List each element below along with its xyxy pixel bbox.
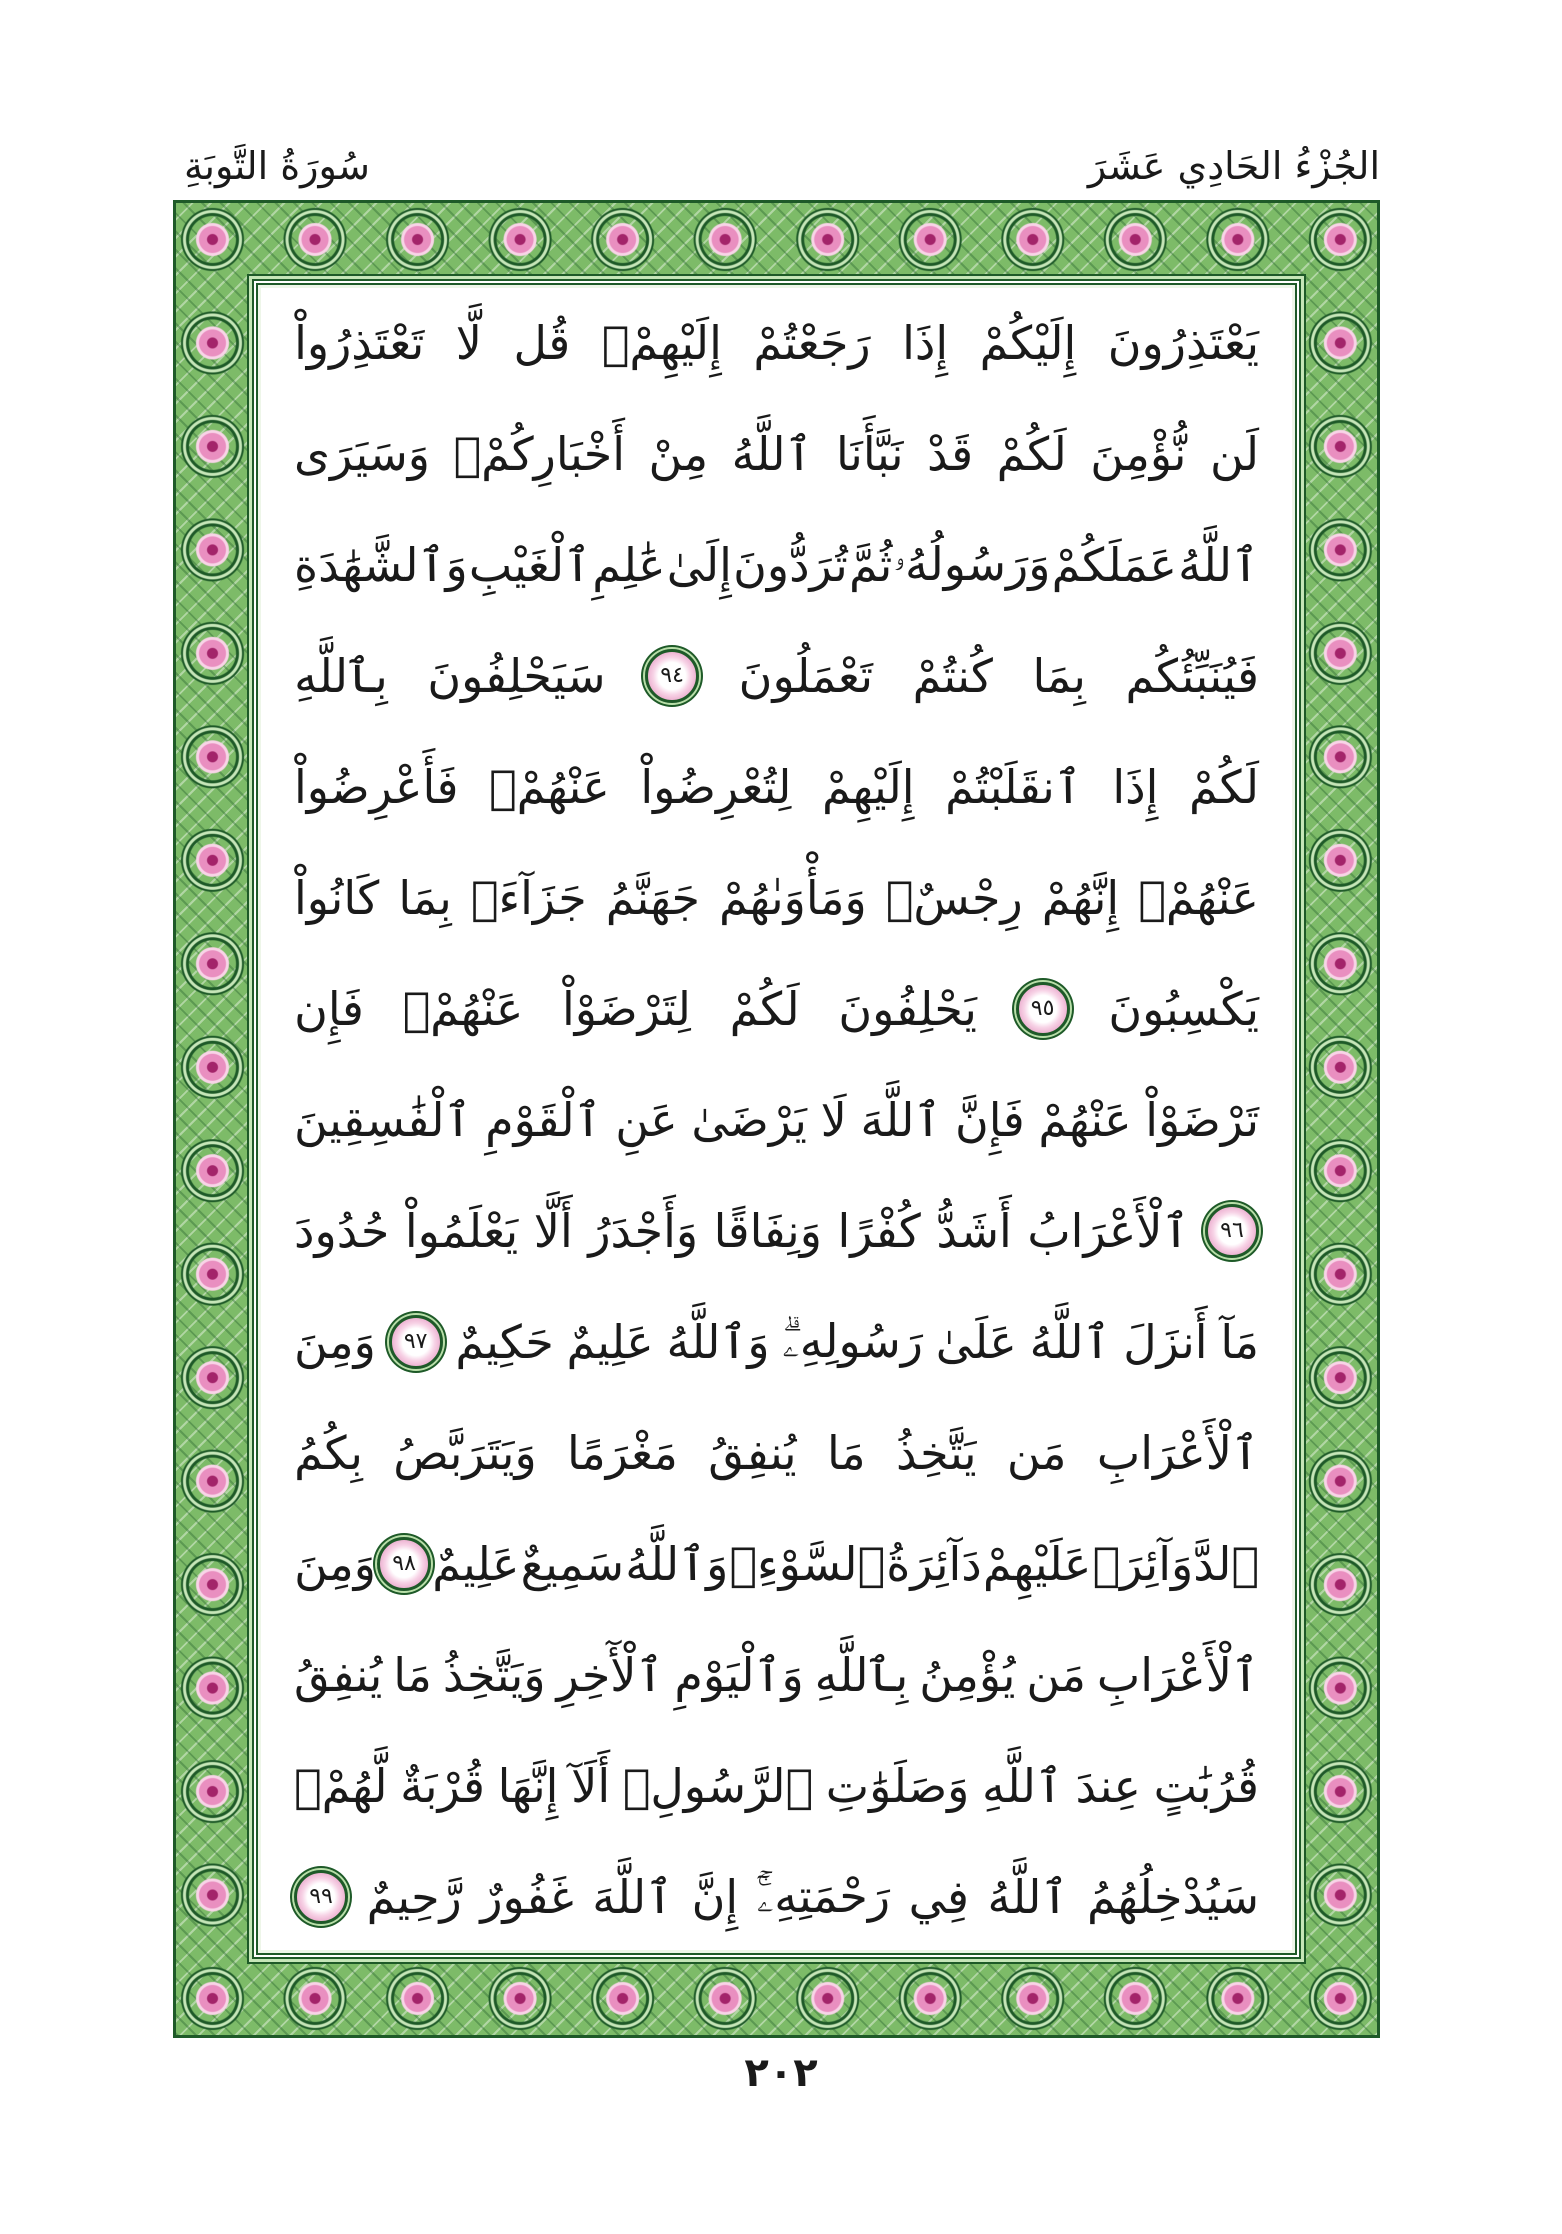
quran-word: عَنْهُمْۖ [402,981,524,1036]
quran-word: بِٱللَّهِ [294,648,388,703]
quran-word: قُل [513,315,571,370]
quran-word: عِندَ [1075,1758,1141,1813]
page-number: ٢٠٢ [744,2050,818,2096]
quran-line-11 [294,1397,1259,1508]
quran-word: فِي [908,1869,969,1924]
quran-word: إِلَيْهِمْ [822,759,915,814]
quran-word: وَمِنَ [294,1314,376,1369]
quran-word: جَزَآءَۢ [470,870,587,925]
quran-word: قَدْ [927,426,974,481]
quran-word: إِلَىٰ [666,537,732,592]
quran-line-12 [294,1508,1259,1619]
quran-line-4 [294,620,1259,731]
quran-word: وَنِفَاقًا [713,1203,822,1258]
ayah-end-marker: ٩٥ [1016,982,1070,1036]
quran-word: فَأَعْرِضُواْ [294,759,459,814]
quran-word: لَّهُمْۚ [294,1758,388,1813]
quran-word: وَمِنَ [294,1536,376,1591]
quran-word: كَانُواْ [294,870,380,925]
quran-word: يُنفِقُ [708,1425,797,1480]
quran-word: يَحْلِفُونَ [838,981,977,1036]
quran-word: فَإِن [294,981,364,1036]
quran-word: قُرْبَةٌ [400,1758,485,1813]
quran-word: عَلَيْهِمْ [982,1536,1092,1591]
quran-word: عَلِيمٌ [566,1314,654,1369]
quran-word: يَرْضَىٰ [691,1092,807,1147]
header-surah-name: سُورَةُ التَّوبَةِ [184,144,370,188]
quran-word: إِنَّهَا [497,1758,559,1813]
quran-word: أَشَدُّ [936,1203,1012,1258]
quran-word: يَعْتَذِرُونَ [1107,315,1259,370]
quran-word: ٱلْفَٰسِقِينَ [294,1092,472,1147]
quran-word: عَلَىٰ [935,1314,1017,1369]
quran-word: وَرَسُولُهُۥ [893,536,1051,591]
quran-word: وَيَتَّخِذُ [442,1647,546,1702]
quran-word: لَا [820,1092,847,1147]
quran-word: لِتَرْضَوْاْ [562,981,691,1036]
quran-word: نُّؤْمِنَ [1090,426,1187,481]
quran-word: مَغْرَمًا [567,1425,678,1480]
quran-word: كُنتُمْ [912,648,993,703]
quran-word: مَن [1026,1647,1086,1702]
quran-word: إِذَا [1112,759,1159,814]
quran-word: ٱلدَّوَآئِرَۚ [1092,1536,1259,1591]
quran-word: ٱللَّهُ [1178,537,1259,592]
quran-word: ٱللَّهَ [592,1869,674,1924]
quran-line-1 [294,287,1259,398]
quran-word: لَن [1209,426,1259,481]
quran-word: إِذَا [902,315,949,370]
quran-word: لَكُمْ [729,981,800,1036]
quran-word: بِمَا [398,870,452,925]
quran-word: ٱلْقَوْمِ [485,1092,602,1147]
quran-line-2 [294,398,1259,509]
quran-word: وَٱلْيَوْمِ [674,1647,804,1702]
quran-line-6 [294,842,1259,953]
quran-word: يُنفِقُ [294,1647,383,1702]
quran-word: إِلَيْهِمْۚ [601,315,722,370]
quran-word: تَرْضَوْاْ [1145,1092,1259,1147]
quran-word: لَكُمْ [996,426,1067,481]
quran-word: سَيَحْلِفُونَ [427,648,606,703]
quran-word: وَسَيَرَى [294,426,431,481]
ayah-end-marker: ٩٨ [377,1537,431,1591]
quran-word: وَأَجْدَرُ [588,1203,699,1258]
quran-word: عَنْهُمْۖ [489,759,610,814]
quran-word: ٱلسَّوْءِۗ [729,1536,886,1591]
quran-word: لَكُمْ [1188,759,1259,814]
quran-word: بِٱللَّهِ [814,1647,909,1702]
quran-word: ٱللَّهَ [860,1092,942,1147]
quran-word: ٱللَّهُ [1029,1314,1111,1369]
quran-word: عَلِيمٌ [432,1536,520,1591]
quran-word: وَٱللَّهُ [625,1536,729,1591]
quran-line-8 [294,1064,1259,1175]
quran-word: تُرَدُّونَ [733,537,848,592]
quran-word: وَمَأْوَىٰهُمْ [719,870,867,925]
quran-word: أَلَآ [571,1758,611,1813]
quran-word: تَعْتَذِرُواْ [294,315,425,370]
quran-word: ٱلْغَيْبِ [468,537,592,592]
quran-line-9 [294,1175,1259,1286]
quran-word: إِلَيْكُمْ [979,315,1077,370]
quran-word: ٱلْأَعْرَابُ [1027,1203,1190,1258]
quran-word: أَلَّا [533,1203,573,1258]
quran-word: ٱنقَلَبْتُمْ [945,759,1082,814]
quran-word: فَيُنَبِّئُكُم [1125,648,1259,703]
quran-word: عَنْهُمْ [1038,1092,1132,1147]
quran-word: سَمِيعٌ [520,1536,625,1591]
quran-word: لِتُعْرِضُواْ [640,759,792,814]
quran-word: تَعْمَلُونَ [738,648,874,703]
quran-word: ٱللَّهِ [982,1758,1063,1813]
quran-word: بِمَا [1032,648,1086,703]
quran-word: عَنْهُمْۖ [1138,870,1259,925]
quran-word: غَفُورٌ [480,1869,574,1924]
quran-word: لَّا [455,315,483,370]
quran-word: رَّحِيمٌ [366,1869,462,1924]
quran-line-15 [294,1841,1259,1952]
ayah-end-marker: ٩٧ [389,1315,443,1369]
quran-word: بِكُمُ [294,1425,363,1480]
quran-word: حُدُودَ [294,1203,390,1258]
quran-word: إِنَّ [691,1869,739,1924]
quran-line-5 [294,731,1259,842]
quran-word: كُفْرًا [837,1203,921,1258]
quran-word: ٱللَّهُ [731,426,813,481]
quran-word: يَعْلَمُواْ [404,1203,519,1258]
quran-word: عَٰلِمِ [592,537,666,592]
quran-word: ٱلْأَعْرَابِ [1096,1647,1259,1702]
quran-word: ٱلْأٓخِرِ [556,1647,664,1702]
quran-word: وَٱلشَّهَٰدَةِ [294,537,468,592]
quran-word: وَيَتَرَبَّصُ [393,1425,537,1480]
quran-word: نَبَّأَنَا [836,426,904,481]
header-juz-name: الجُزْءُ الحَادِي عَشَرَ [1087,144,1380,188]
quran-word: مَآ [1220,1314,1259,1369]
quran-word: ثُمَّ [848,537,893,592]
quran-word: رَسُولِهِۦۗ [782,1313,923,1368]
quran-word: أَنزَلَ [1123,1314,1208,1369]
quran-word: مَا [393,1647,432,1702]
quran-word: مَا [826,1425,866,1480]
quran-line-10 [294,1286,1259,1397]
ayah-end-marker: ٩٦ [1205,1204,1259,1258]
quran-word: عَمَلَكُمْ [1051,537,1177,592]
ayah-end-marker: ٩٩ [294,1870,348,1924]
quran-word: وَصَلَوَٰتِ [825,1758,970,1813]
quran-word: سَيُدْخِلُهُمُ [1086,1869,1259,1924]
quran-word: عَنِ [615,1092,678,1147]
quran-word: دَآئِرَةُ [886,1536,982,1591]
quran-word: ٱللَّهُ [987,1869,1069,1924]
quran-word: رِجْسٌۖ [885,870,1023,925]
quran-line-14 [294,1730,1259,1841]
quran-word: يُؤْمِنُ [919,1647,1016,1702]
quran-word: مِنْ [648,426,709,481]
ayah-end-marker: ٩٤ [645,649,699,703]
quran-line-7 [294,953,1259,1064]
quran-line-3 [294,509,1259,620]
quran-word: فَإِنَّ [954,1092,1025,1147]
quran-word: ٱلرَّسُولِۚ [622,1758,814,1813]
quran-word: إِنَّهُمْ [1041,870,1120,925]
quran-word: ٱلْأَعْرَابِ [1096,1425,1259,1480]
quran-word: حَكِيمٌ [455,1314,554,1369]
quran-line-13 [294,1619,1259,1730]
quran-word: يَتَّخِذُ [895,1425,977,1480]
quran-word: رَحْمَتِهِۦٓۚ [756,1868,891,1923]
quran-word: يَكْسِبُونَ [1108,981,1259,1036]
quran-word: أَخْبَارِكُمْۚ [453,426,625,481]
quran-word: وَٱللَّهُ [666,1314,770,1369]
quran-word: مَن [1006,1425,1067,1480]
text-panel [252,279,1301,1959]
quran-word: جَهَنَّمُ [605,870,700,925]
quran-word: قُرُبَٰتٍ [1153,1758,1259,1813]
quran-word: رَجَعْتُمْ [753,315,871,370]
